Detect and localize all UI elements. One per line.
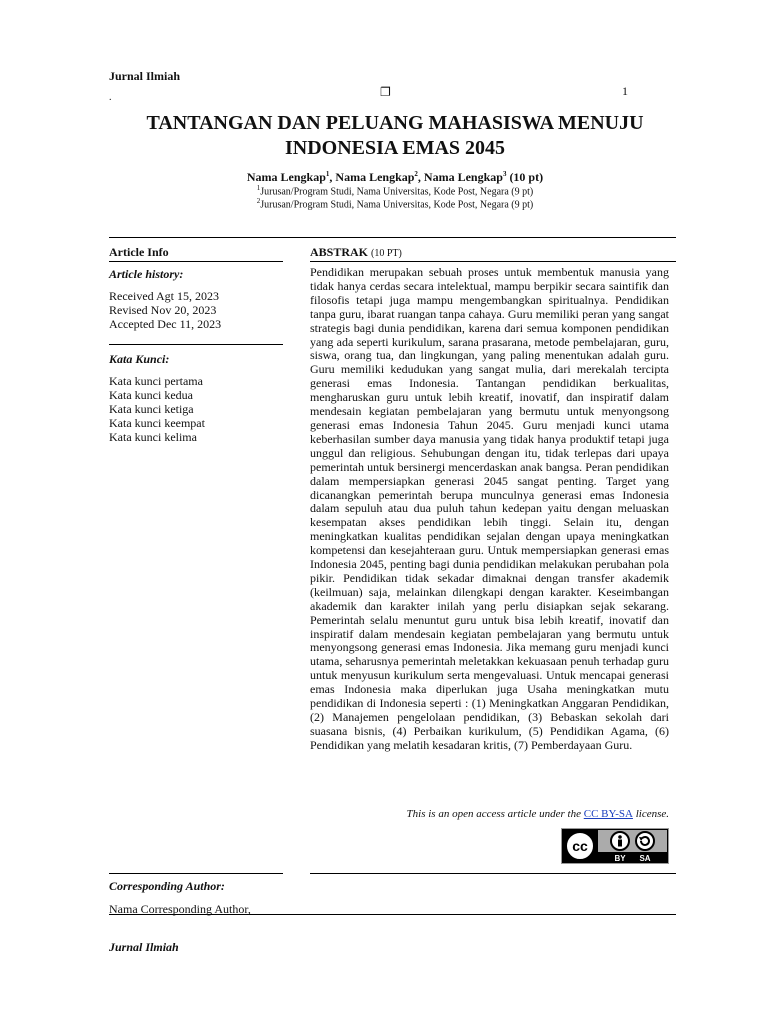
received-date: Received Agt 15, 2023 xyxy=(109,289,219,303)
author-3: Nama Lengkap xyxy=(423,170,503,184)
license-notice xyxy=(300,808,669,820)
cc-icon-label: cc xyxy=(572,838,588,854)
affiliation-2-text: Jurusan/Program Studi, Nama Universitas, Kode Post, Negara (9 pt) xyxy=(260,199,534,211)
license-suffix: license. xyxy=(632,808,669,820)
affiliation-1-text: Jurusan/Program Studi, Nama Universitas, Kode Post, Negara (9 pt) xyxy=(260,186,534,198)
journal-name-footer: Jurnal Ilmiah xyxy=(109,940,179,954)
badge-sa-label: SA xyxy=(639,854,651,863)
keyword-2: Kata kunci kedua xyxy=(109,388,193,402)
page-number: 1 xyxy=(622,84,628,98)
keyword-3: Kata kunci ketiga xyxy=(109,402,194,416)
title-line-2: INDONESIA EMAS 2045 xyxy=(284,137,506,159)
share-alike-icon xyxy=(636,832,654,850)
author-3-sup: 3 xyxy=(502,170,507,178)
revised-date: Revised Nov 20, 2023 xyxy=(109,303,217,317)
author-size-note: (10 pt) xyxy=(509,170,544,184)
keywords-label: Kata Kunci: xyxy=(109,352,170,366)
author-2: Nama Lengkap xyxy=(335,170,415,184)
keyword-5: Kata kunci kelima xyxy=(109,430,197,444)
article-info-rule xyxy=(109,261,283,262)
article-title xyxy=(100,111,690,161)
abstract-heading xyxy=(310,245,402,260)
corresponding-author-label: Corresponding Author: xyxy=(109,879,225,893)
keyword-list xyxy=(109,374,205,444)
abstract-heading-note: (10 PT) xyxy=(371,248,402,259)
abstract-rule xyxy=(310,261,676,262)
journal-name-header: Jurnal Ilmiah xyxy=(109,69,181,83)
cc-by-sa-badge[interactable] xyxy=(561,828,669,864)
header-dot: . xyxy=(109,92,112,103)
top-rule xyxy=(109,237,676,238)
badge-by-label: BY xyxy=(614,854,626,863)
checkbox-icon: ❐ xyxy=(380,85,391,99)
author-1-sup: 1 xyxy=(325,170,330,178)
history-divider xyxy=(109,344,283,345)
author-1: Nama Lengkap xyxy=(246,170,326,184)
keyword-4: Kata kunci keempat xyxy=(109,416,205,430)
corr-left-rule xyxy=(109,873,283,874)
license-prefix: This is an open access article under the xyxy=(406,808,584,820)
affiliation-2-sup: 2 xyxy=(256,197,261,205)
cc-badge-graphic xyxy=(562,829,668,863)
abstract-heading-label: ABSTRAK xyxy=(310,245,369,259)
keyword-1: Kata kunci pertama xyxy=(109,374,203,388)
affiliation-1 xyxy=(100,184,690,197)
corresponding-author-name: Nama Corresponding Author, xyxy=(109,902,251,916)
author-2-sup: 2 xyxy=(414,170,418,178)
corr-right-rule xyxy=(310,873,676,874)
abstract-text: Pendidikan merupakan sebuah proses untuk membentuk manusia yang tidak hanya cerdas secara intelektual, mampu berpikir secara saintifik dan filosofis tetapi juga mampu mengembangkan spiritualnya. Pendidikan tanpa guru, ibarat ruangan tanpa cahaya. Guru memiliki peran yang sangat strategis bagi dunia pendidikan, karena dari semua komponen pendidikan yang ada seperti kurikulum, sarana prasarana, metode pembelajaran, guru, siswa, orang tua, dan lingkungan, yang paling menentukan adalah guru. Guru memiliki kedudukan yang sangat mulia, dari merekalah tercipta generasi emas Indonesia. Tantangan pendidikan berkualitas, mengharuskan guru untuk lebih kreatif, inovatif, dan inspiratif dalam mendesain kegiatan pembelajaran yang bermutu untuk menyongsong generasi emas Indonesia Tahun 2045. Guru menjadi kunci utama keberhasilan sumber daya manusia yang tidak hanya produktif tetapi juga unggul dan religious. Sehubungan dengan itu, tidak terlepas dari upaya pemerintah untuk bersinergi mencerdaskan anak bangsa. Peran pendidikan dalam mempersiapkan generasi 2045 sangat penting. Target yang dicanangkan pemerintah berupa munculnya generasi emas Indonesia dalam sepuluh atau dua puluh tahun kedepan yaitu dengan meluaskan kesempatan akses pendidikan lebih tinggi. Selain itu, dengan meningkatkan kualitas pendidikan sejalan dengan upaya meningkatkan kompetensi dan kesejahteraan guru. Untuk mempersiapkan generasi emas Indonesia 2045, penting bagi dunia pendidikan melakukan perubahan pola pikir. Pendidikan tidak sekadar dimaknai dengan transfer akademik (keilmuan) saja, melainkan dilengkapi dengan karakter. Keseimbangan akademik dan karakter inilah yang perlu disiapkan sejak sekarang. Pemerintah selalu menuntut guru untuk bisa lebih kreatif, inovatif dan inspiratif dalam mendesain kegiatan pembelajaran yang bermutu untuk menyongsong generasi emas Indonesia. Jika memang guru menjadi kunci utama, seharusnya pemerintah meletakkan kekuasaan penuh terhadap guru untuk menyusun kurikulum serta mengevaluasi. Untuk mencapai generasi emas Indonesia maka diperlukan juga Usaha meningkatkan mutu pendidikan di Indonesia seperti : (1) Meningkatkan Anggaran Pendidikan, (2) Manajemen pengelolaan pendidikan, (3) Bebaskan sekolah dari suasana bisnis, (4) Perbaikan kurikulum, (5) Pendidikan Agama, (6) Pendidikan yang melatih kesadaran kritis, (7) Pemberdayaan Guru. xyxy=(310,265,669,752)
article-history-label: Article history: xyxy=(109,267,184,281)
affiliation-1-sup: 1 xyxy=(256,184,261,192)
cc-by-sa-link[interactable]: CC BY-SA xyxy=(583,808,633,820)
article-info-heading: Article Info xyxy=(109,245,169,259)
affiliation-2 xyxy=(100,197,690,210)
article-history xyxy=(109,289,221,331)
author-list: Nama Lengkap$^1$, Nama Lengkap$^2$, Nama Lengkap$^3$ (10 pt) xyxy=(246,170,544,184)
title-line-1: TANTANGAN DAN PELUANG MAHASISWA MENUJU xyxy=(146,112,644,134)
accepted-date: Accepted Dec 11, 2023 xyxy=(109,317,222,331)
